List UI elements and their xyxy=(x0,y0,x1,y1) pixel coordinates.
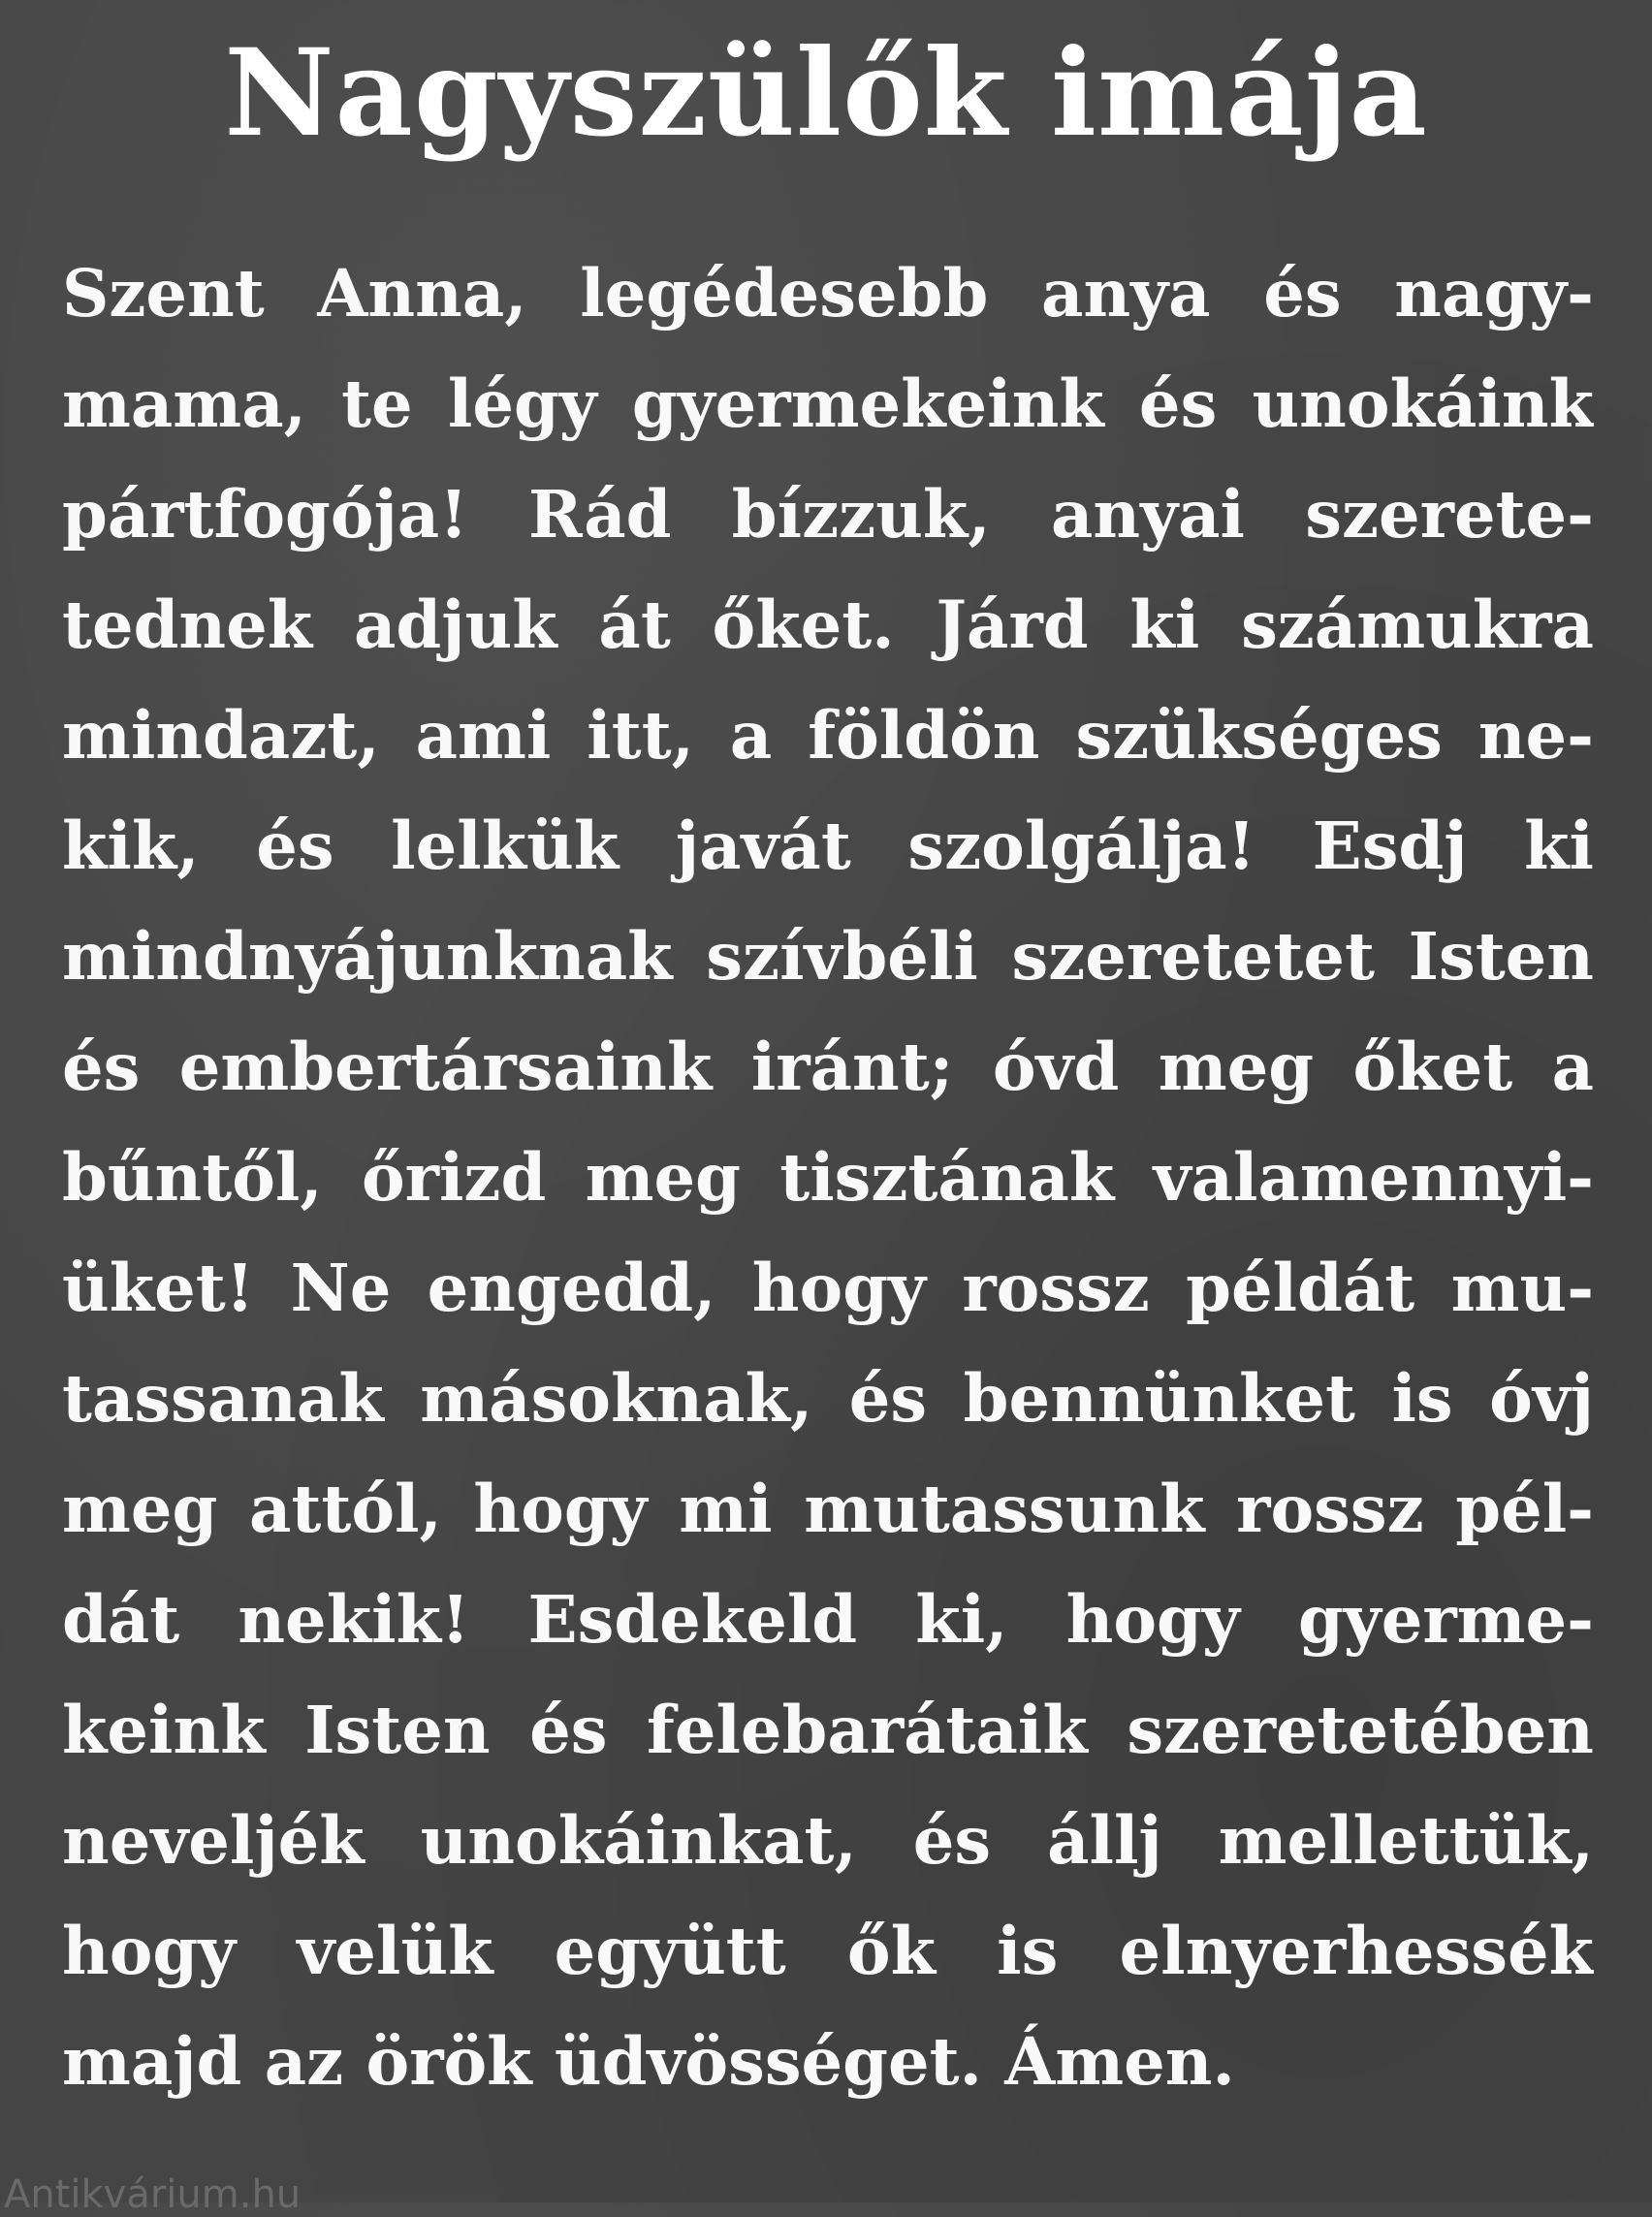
text-line: neveljék unokáinkat, és állj mellettük, xyxy=(62,1802,1594,1879)
text-line: Szent Anna, legédesebb anya és nagy- xyxy=(62,255,1594,332)
text-line: majd az örök üdvösséget. Ámen. xyxy=(62,2023,1235,2100)
text-line: keink Isten és felebarátaik szeretetében xyxy=(62,1692,1594,1768)
text-line: meg attól, hogy mi mutassunk rossz pél- xyxy=(62,1471,1594,1547)
text-line: hogy velük együtt ők is elnyerhessék xyxy=(62,1913,1594,1989)
text-line: mindazt, ami itt, a földön szükséges ne- xyxy=(62,697,1594,774)
watermark: Antikvárium.hu xyxy=(4,2172,302,2217)
text-line: tassanak másoknak, és bennünket is óvj xyxy=(62,1360,1594,1437)
text-line: üket! Ne engedd, hogy rossz példát mu- xyxy=(62,1250,1594,1326)
text-line: pártfogója! Rád bízzuk, anyai szerete- xyxy=(62,476,1594,553)
text-line: dát nekik! Esdekeld ki, hogy gyerme- xyxy=(62,1581,1594,1658)
text-line: mama, te légy gyermekeink és unokáink xyxy=(62,365,1594,442)
text-line: mindnyájunknak szívbéli szeretetet Isten xyxy=(62,918,1594,995)
text-line: és embertársaink iránt; óvd meg őket a xyxy=(62,1029,1594,1105)
prayer-text xyxy=(62,238,1594,2117)
text-line: bűntől, őrizd meg tisztának valamennyi- xyxy=(62,1139,1594,1216)
text-line: kik, és lelkük javát szolgálja! Esdj ki xyxy=(62,808,1594,884)
page-title: Nagyszülők imája xyxy=(224,23,1428,164)
text-line: tednek adjuk át őket. Járd ki számukra xyxy=(62,586,1594,663)
